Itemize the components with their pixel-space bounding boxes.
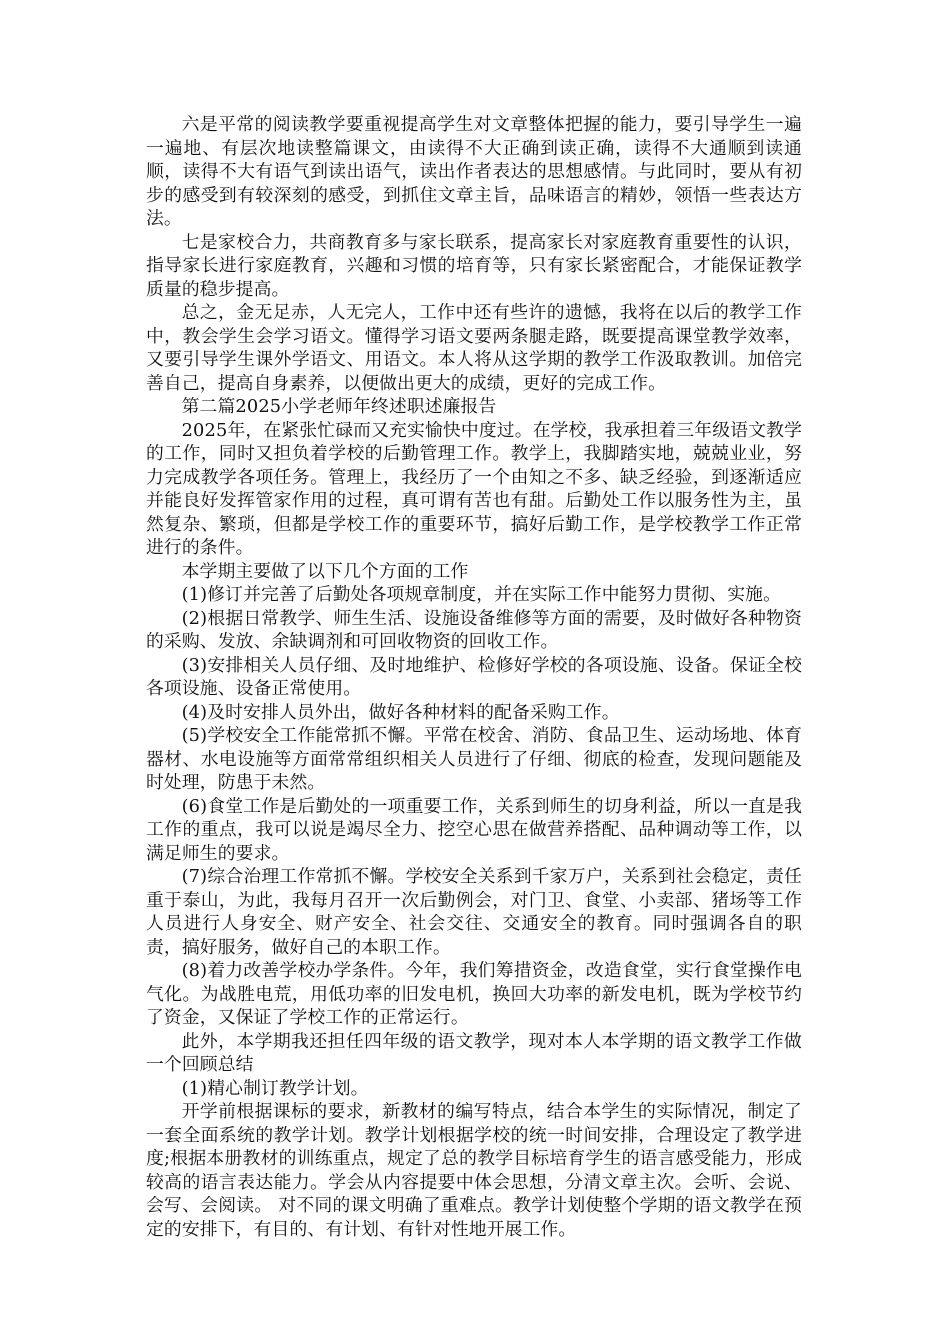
paragraph-summary: 总之，金无足赤，人无完人，工作中还有些许的遗憾，我将在以后的教学工作中，教会学生会学习语文。懂得学习语文要两条腿走路，既要提高课堂教学效率，又要引导学生课外学语文、用语文。本人将从这学期的教学工作汲取教训。加倍完善自己，提高自身素养，以便做出更大的成绩，更好的完成工作。 xyxy=(146,302,802,394)
document-body xyxy=(146,113,802,1241)
paragraph-intro: 2025年，在紧张忙碌而又充实愉快中度过。在学校，我承担着三年级语文教学的工作，同时又担负着学校的后勤管理工作。教学上，我脚踏实地，兢兢业业，努力完成教学各项任务。管理上，我经历了一个由知之不多、缺乏经验，到逐渐适应并能良好发挥管家作用的过程，真可谓有苦也有甜。后勤处工作以服务性为主，虽然复杂、繁琐，但都是学校工作的重要环节，搞好后勤工作，是学校教学工作正常进行的条件。 xyxy=(146,419,802,558)
paragraph-teaching-plan: 开学前根据课标的要求，新教材的编写特点，结合本学生的实际情况，制定了一套全面系统的教学计划。教学计划根据学校的统一时间安排，合理设定了教学进度;根据本册教材的训练重点，规定了总的教学目标培育学生的语言感受能力，形成较高的语言表达能力。学会从内容提要中体会思想，分清文章主次。会听、会说、会写、会阅读。 对不同的课文明确了重难点。教学计划使整个学期的语文教学在预定的安排下，有目的、有计划、有针对性地开展工作。 xyxy=(146,1101,802,1240)
list-item-4: (4)及时安排人员外出，做好各种材料的配备采购工作。 xyxy=(181,701,620,723)
list-item-7: (7)综合治理工作常抓不懈。学校安全关系到千家万户，关系到社会稳定，责任重于泰山，为此，我每月召开一次后勤例会，对门卫、食堂、小卖部、猪场等工作人员进行人身安全、财产安全、社会交往、交通安全的教育。同时强调各自的职责，搞好服务，做好自己的本职工作。 xyxy=(146,866,802,958)
list-item-2: (2)根据日常教学、师生生活、设施设备维修等方面的需要，及时做好各种物资的采购、发放、余缺调剂和可回收物资的回收工作。 xyxy=(146,607,802,652)
list-item-8: (8)着力改善学校办学条件。今年，我们筹措资金，改造食堂，实行食堂操作电气化。为战胜电荒，用低功率的旧发电机，换回大功率的新发电机，既为学校节约了资金，又保证了学校工作的正常运行。 xyxy=(146,960,802,1028)
list-item-6: (6)食堂工作是后勤处的一项重要工作，关系到师生的切身利益，所以一直是我工作的重点，我可以说是竭尽全力、挖空心思在做营养搭配、品种调动等工作，以满足师生的要求。 xyxy=(146,795,802,864)
paragraph-work-overview: 本学期主要做了以下几个方面的工作 xyxy=(181,560,469,582)
paragraph-7-home-school: 七是家校合力，共商教育多与家长联系，提高家长对家庭教育重要性的认识，指导家长进行家庭教育，兴趣和习惯的培育等，只有家长紧密配合，才能保证教学质量的稳步提高。 xyxy=(146,231,802,300)
paragraph-6-reading: 六是平常的阅读教学要重视提高学生对文章整体把握的能力，要引导学生一遍一遍地、有层次地读整篇课文，由读得不大正确到读正确，读得不大通顺到读通顺，读得不大有语气到读出语气，读出作者表达的思想感情。与此同时，要从有初步的感受到有较深刻的感受，到抓住文章主旨，品味语言的精妙，领悟一些表达方法。 xyxy=(146,114,802,229)
section-heading: 第二篇2025小学老师年终述职述廉报告 xyxy=(181,396,497,417)
paragraph-teaching-review: 此外，本学期我还担任四年级的语文教学，现对本人本学期的语文教学工作做一个回顾总结 xyxy=(146,1030,802,1075)
list-item-1: (1)修订并完善了后勤处各项规章制度，并在实际工作中能努力贯彻、实施。 xyxy=(181,584,782,605)
teaching-item-1: (1)精心制订教学计划。 xyxy=(181,1077,369,1099)
list-item-3: (3)安排相关人员仔细、及时地维护、检修好学校的各项设施、设备。保证全校各项设施、设备正常使用。 xyxy=(146,654,802,699)
list-item-5: (5)学校安全工作能常抓不懈。平常在校舍、消防、食品卫生、运动场地、体育器材、水电设施等方面常常组织相关人员进行了仔细、彻底的检查，发现问题能及时处理，防患于未然。 xyxy=(146,725,802,793)
